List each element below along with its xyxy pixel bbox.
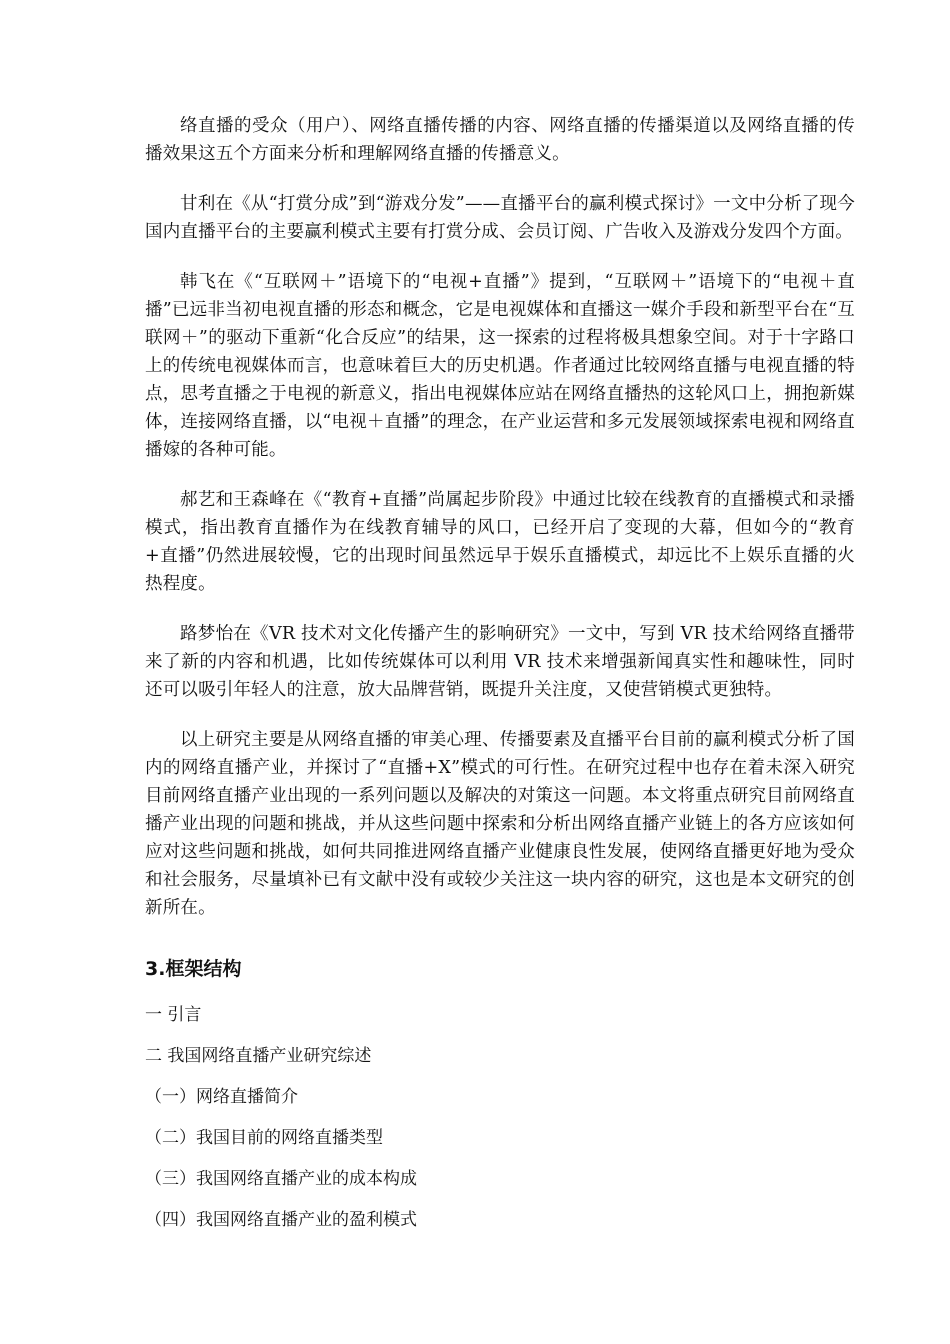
outline-item-profit-models: （四）我国网络直播产业的盈利模式 bbox=[145, 1210, 417, 1230]
paragraph-hanfei-tv-live: 韩飞在《“互联网＋”语境下的“电视+直播”》提到，“互联网＋”语境下的“电视＋直播”已远非当初电视直播的形态和概念，它是电视媒体和直播这一媒介手段和新型平台在“互联网＋”的驱动下重新“化合反应”的结果，这一探索的过程将极具想象空间。对于十字路口上的传统电视媒体而言，也意味着巨大的历史机遇。作者通过比较网络直播与电视直播的特点，思考直播之于电视的新意义，指出电视媒体应站在网络直播热的这轮风口上，拥抱新媒体，连接网络直播，以“电视＋直播”的理念，在产业运营和多元发展领域探索电视和网络直播嫁的各种可能。 bbox=[145, 272, 855, 460]
outline-item-live-types: （二）我国目前的网络直播类型 bbox=[145, 1128, 383, 1148]
document-page bbox=[145, 112, 855, 1248]
outline-item-introduction: 一 引言 bbox=[145, 1005, 202, 1025]
paragraph-lumengyi-vr: 路梦怡在《VR 技术对文化传播产生的影响研究》一文中，写到 VR 技术给网络直播带来了新的内容和机遇，比如传统媒体可以利用 VR 技术来增强新闻真实性和趣味性，同时还可以吸引年轻人的注意，放大品牌营销，既提升关注度，又使营销模式更独特。 bbox=[145, 624, 855, 700]
outline-item-cost-structure: （三）我国网络直播产业的成本构成 bbox=[145, 1169, 417, 1189]
paragraph-audience-continuation: 络直播的受众（用户）、网络直播传播的内容、网络直播的传播渠道以及网络直播的传播效果这五个方面来分析和理解网络直播的传播意义。 bbox=[145, 116, 855, 164]
paragraph-research-summary: 以上研究主要是从网络直播的审美心理、传播要素及直播平台目前的赢利模式分析了国内的网络直播产业，并探讨了“直播+X”模式的可行性。在研究过程中也存在着未深入研究目前网络直播产业出现的一系列问题以及解决的对策这一问题。本文将重点研究目前网络直播产业出现的问题和挑战，并从这些问题中探索和分析出网络直播产业链上的各方应该如何应对这些问题和挑战，如何共同推进网络直播产业健康良性发展，使网络直播更好地为受众和社会服务，尽量填补已有文献中没有或较少关注这一块内容的研究，这也是本文研究的创新所在。 bbox=[145, 730, 855, 918]
paragraph-haoyi-education-live: 郝艺和王森峰在《“教育+直播”尚属起步阶段》中通过比较在线教育的直播模式和录播模式，指出教育直播作为在线教育辅导的风口，已经开启了变现的大幕，但如今的“教育+直播”仍然进展较慢，它的出现时间虽然远早于娱乐直播模式，却远比不上娱乐直播的火热程度。 bbox=[145, 490, 855, 594]
outline-item-literature-review: 二 我国网络直播产业研究综述 bbox=[145, 1046, 372, 1066]
section-heading-framework: 3.框架结构 bbox=[145, 958, 242, 980]
paragraph-ganli-profit-models: 甘利在《从“打赏分成”到“游戏分发”——直播平台的赢利模式探讨》一文中分析了现今国内直播平台的主要赢利模式主要有打赏分成、会员订阅、广告收入及游戏分发四个方面。 bbox=[145, 194, 855, 242]
outline-list bbox=[145, 1002, 855, 1233]
outline-item-live-intro: （一）网络直播简介 bbox=[145, 1087, 298, 1107]
